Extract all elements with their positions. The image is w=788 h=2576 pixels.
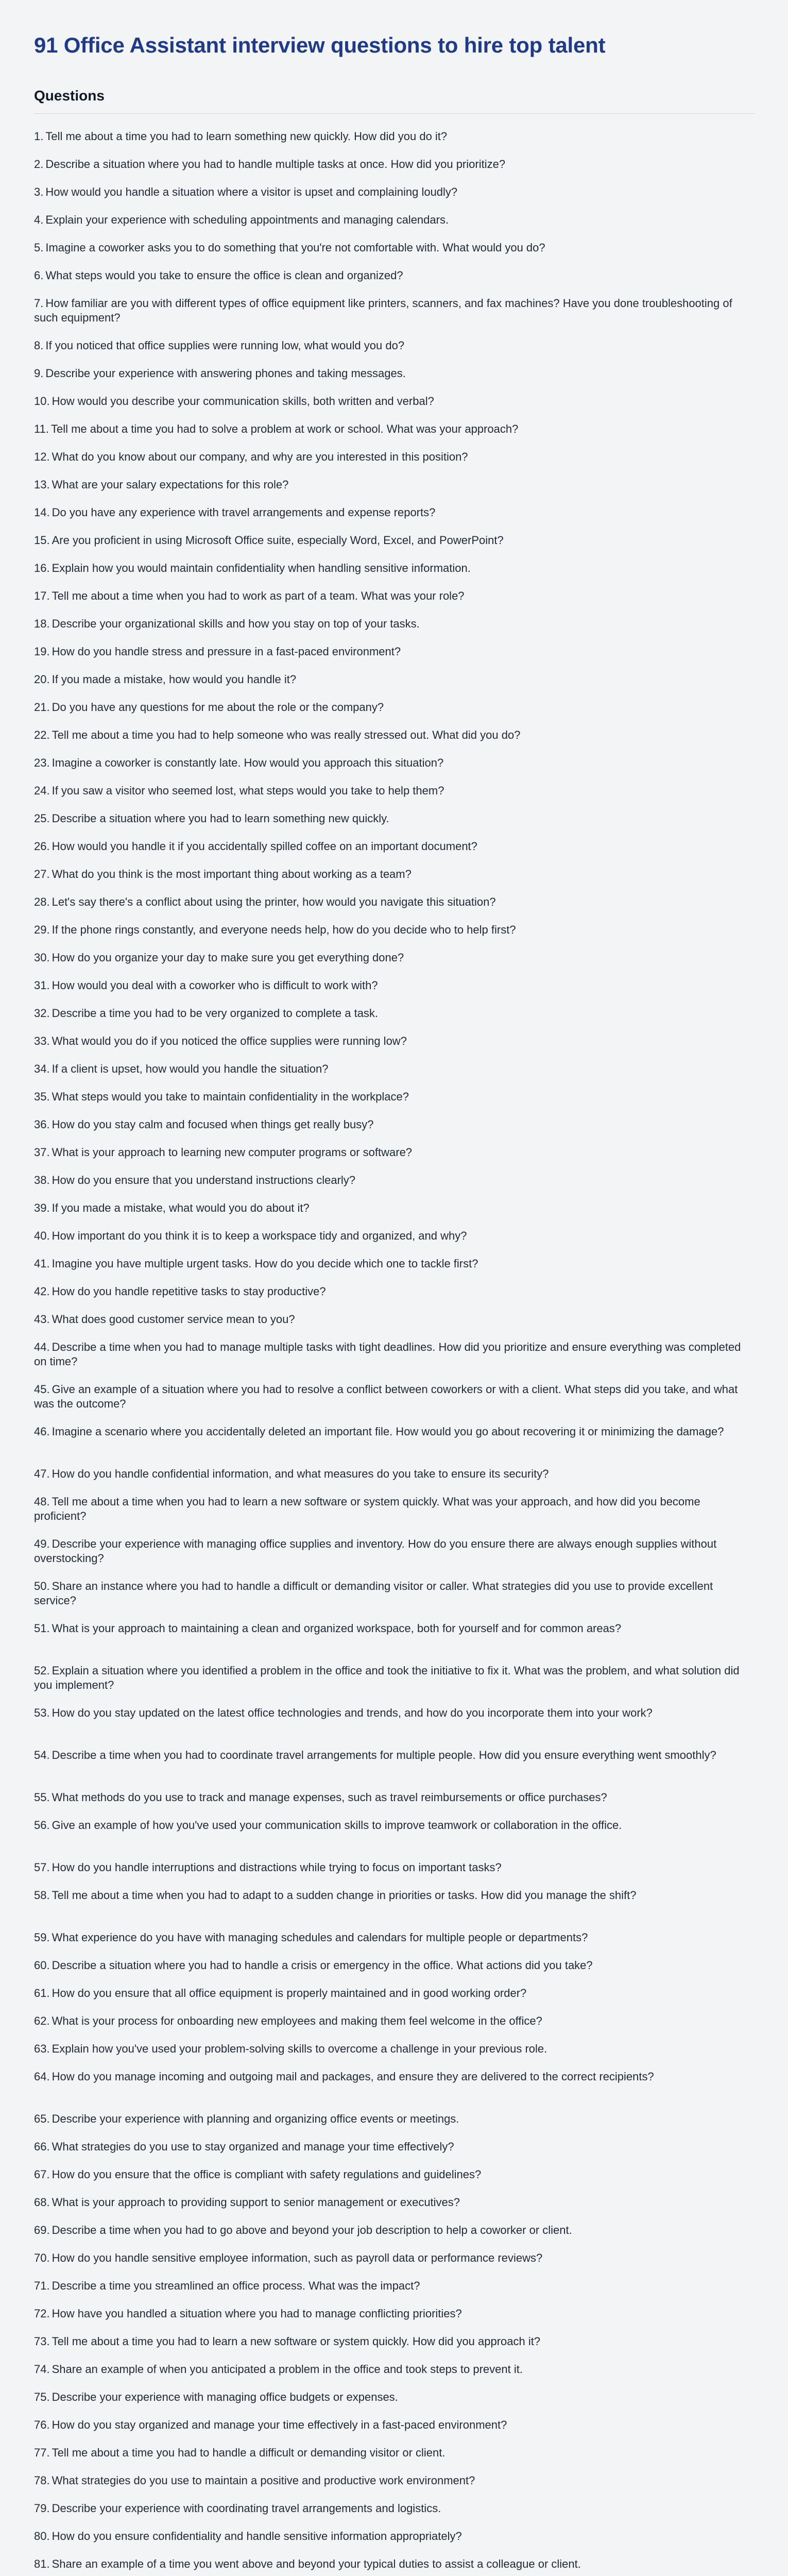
question-number: 34. [34,1062,50,1075]
question-item [34,1340,755,1382]
question-number: 72. [34,2307,50,2320]
question-text: Imagine a scenario where you accidentally deleted an important file. How would you go about recovering it or minimizing the damage? [52,1425,724,1438]
question-number: 7. [34,297,44,310]
question-text: Describe a time when you had to manage multiple tasks with tight deadlines. How did you prioritize and ensure everything was completed on time? [34,1341,741,1368]
question-number: 28. [34,895,50,908]
question-text: How do you manage incoming and outgoing mail and packages, and ensure they are delivered to the correct recipients? [52,2070,654,2083]
question-item [34,2418,755,2446]
question-number: 68. [34,2196,50,2209]
question-item [34,1229,755,1257]
question-item [34,2195,755,2223]
question-item [34,296,755,338]
question-number: 19. [34,645,50,658]
question-text: What is your approach to maintaining a clean and organized workspace, both for yourself and for common areas? [52,1622,622,1635]
question-number: 2. [34,158,44,171]
question-item [34,867,755,895]
question-item [34,1986,755,2014]
question-text: How do you stay organized and manage your time effectively in a fast-paced environment? [52,2418,507,2431]
question-item [34,700,755,728]
question-text: Explain your experience with scheduling appointments and managing calendars. [45,213,449,226]
question-number: 38. [34,1174,50,1187]
question-text: Share an example of when you anticipated a problem in the office and took steps to prevent it. [52,2363,523,2376]
question-text: Do you have any questions for me about the role or the company? [52,701,384,714]
question-item [34,1090,755,1117]
question-number: 12. [34,450,50,463]
question-number: 20. [34,673,50,686]
question-text: If you saw a visitor who seemed lost, what steps would you take to help them? [52,784,444,797]
question-item [34,1034,755,1062]
question-text: If you made a mistake, how would you handle it? [52,673,297,686]
question-item [34,617,755,645]
question-text: How do you handle sensitive employee information, such as payroll data or performance reviews? [52,2251,543,2264]
question-item [34,978,755,1006]
question-text: Explain how you've used your problem-solving skills to overcome a challenge in your previous role. [52,2042,547,2055]
question-text: Tell me about a time when you had to learn a new software or system quickly. What was your approach, and how did you become proficient? [34,1495,700,1522]
question-item [34,1748,755,1790]
question-number: 65. [34,2112,50,2125]
question-text: Describe your experience with answering phones and taking messages. [45,367,406,380]
question-text: If you made a mistake, what would you do about it? [52,1201,310,1214]
question-number: 74. [34,2363,50,2376]
question-number: 15. [34,534,50,547]
question-number: 35. [34,1090,50,1103]
question-text: Are you proficient in using Microsoft Office suite, especially Word, Excel, and PowerPoint? [52,534,504,547]
question-item [34,645,755,672]
question-item [34,268,755,296]
question-number: 61. [34,1987,50,1999]
question-number: 52. [34,1664,50,1677]
question-text: Tell me about a time when you had to adapt to a sudden change in priorities or tasks. How did you manage the shift? [52,1889,637,1902]
question-text: What would you do if you noticed the office supplies were running low? [52,1035,407,1047]
question-text: Explain how you would maintain confidentiality when handling sensitive information. [52,562,471,574]
question-number: 1. [34,130,44,143]
question-item [34,2362,755,2390]
article [34,30,755,2576]
question-text: Describe a time you had to be very organized to complete a task. [52,1007,379,1020]
question-number: 21. [34,701,50,714]
question-item [34,450,755,478]
question-item [34,1006,755,1034]
question-item [34,1958,755,1986]
question-number: 63. [34,2042,50,2055]
question-text: Imagine you have multiple urgent tasks. How do you decide which one to tackle first? [52,1257,478,1270]
question-text: What methods do you use to track and manage expenses, such as travel reimbursements or office purchases? [52,1791,607,1804]
question-text: How important do you think it is to keep a workspace tidy and organized, and why? [52,1229,467,1242]
question-item [34,1312,755,1340]
question-item [34,672,755,700]
question-item [34,1284,755,1312]
question-number: 43. [34,1313,50,1326]
question-item [34,2070,755,2112]
question-text: Tell me about a time you had to help someone who was really stressed out. What did you do? [52,728,521,741]
question-text: What strategies do you use to maintain a positive and productive work environment? [52,2474,475,2487]
question-number: 29. [34,923,50,936]
question-number: 14. [34,506,50,519]
question-number: 39. [34,1201,50,1214]
question-item [34,1257,755,1284]
question-text: Describe your experience with planning and organizing office events or meetings. [52,2112,459,2125]
question-text: Give an example of a situation where you had to resolve a conflict between coworkers or with a client. What steps did you take, and what was the outcome? [34,1383,738,1410]
question-item [34,1930,755,1958]
question-text: Tell me about a time you had to learn a new software or system quickly. How did you approach it? [52,2335,541,2348]
question-text: Describe a situation where you had to learn something new quickly. [52,812,389,825]
question-item [34,2223,755,2251]
question-number: 56. [34,1819,50,1832]
question-item [34,2014,755,2042]
question-number: 36. [34,1118,50,1131]
question-number: 10. [34,395,50,408]
question-item [34,1818,755,1860]
question-number: 5. [34,241,44,254]
question-item [34,589,755,617]
question-text: How have you handled a situation where you had to manage conflicting priorities? [52,2307,462,2320]
question-number: 3. [34,185,44,198]
question-item [34,2042,755,2070]
question-item [34,1621,755,1664]
question-number: 81. [34,2557,50,2570]
question-number: 25. [34,812,50,825]
question-item [34,1790,755,1818]
question-item [34,2112,755,2140]
question-text: How do you organize your day to make sure you get everything done? [52,951,404,964]
question-number: 54. [34,1749,50,1761]
question-number: 62. [34,2014,50,2027]
question-text: Describe a time when you had to coordinate travel arrangements for multiple people. How did you ensure everything went smoothly? [52,1749,716,1761]
question-text: How do you stay updated on the latest office technologies and trends, and how do you incorporate them into your work? [52,1706,653,1719]
question-text: What experience do you have with managing schedules and calendars for multiple people or departments? [52,1931,588,1944]
question-number: 42. [34,1285,50,1298]
question-text: What steps would you take to ensure the office is clean and organized? [45,269,403,282]
question-text: What is your approach to learning new computer programs or software? [52,1146,413,1159]
question-item [34,561,755,589]
question-item [34,1173,755,1201]
question-text: Do you have any experience with travel arrangements and expense reports? [52,506,436,519]
question-item [34,1201,755,1229]
question-number: 70. [34,2251,50,2264]
question-number: 53. [34,1706,50,1719]
question-number: 57. [34,1861,50,1874]
question-text: How do you handle repetitive tasks to stay productive? [52,1285,326,1298]
question-item [34,394,755,422]
question-text: How would you describe your communication skills, both written and verbal? [52,395,434,408]
question-text: How do you handle confidential information, and what measures do you take to ensure its security? [52,1467,549,1480]
question-item [34,2557,755,2576]
question-number: 58. [34,1889,50,1902]
question-number: 32. [34,1007,50,1020]
question-item [34,422,755,450]
page-title: 91 Office Assistant interview questions to hire top talent [34,33,606,57]
question-item [34,157,755,185]
question-number: 4. [34,213,44,226]
question-item [34,839,755,867]
question-item [34,923,755,951]
question-text: Describe a situation where you had to handle a crisis or emergency in the office. What actions did you take? [52,1959,593,1972]
question-item [34,533,755,561]
question-item [34,895,755,923]
question-item [34,1495,755,1537]
question-text: If the phone rings constantly, and everyone needs help, how do you decide who to help first? [52,923,516,936]
question-text: Give an example of how you've used your communication skills to improve teamwork or collaboration in the office. [52,1819,622,1832]
question-number: 60. [34,1959,50,1972]
question-item [34,1425,755,1467]
question-number: 49. [34,1537,50,1550]
question-text: What are your salary expectations for this role? [52,478,289,491]
question-item [34,2307,755,2334]
question-text: Explain a situation where you identified a problem in the office and took the initiative to fix it. What was the problem, and what solution did you implement? [34,1664,740,1691]
question-text: What steps would you take to maintain confidentiality in the workplace? [52,1090,409,1103]
question-number: 33. [34,1035,50,1047]
question-number: 50. [34,1580,50,1592]
question-number: 16. [34,562,50,574]
question-item [34,2529,755,2557]
question-text: What is your process for onboarding new employees and making them feel welcome in the office? [52,2014,542,2027]
question-item [34,478,755,505]
question-item [34,1706,755,1748]
question-text: How do you ensure that all office equipment is properly maintained and in good working order? [52,1987,527,1999]
question-text: Tell me about a time you had to handle a difficult or demanding visitor or client. [52,2446,446,2459]
question-number: 75. [34,2391,50,2403]
question-item [34,213,755,241]
question-number: 47. [34,1467,50,1480]
question-text: How do you ensure that the office is compliant with safety regulations and guidelines? [52,2168,482,2181]
question-text: How do you stay calm and focused when things get really busy? [52,1118,374,1131]
question-item [34,338,755,366]
question-item [34,1145,755,1173]
question-number: 17. [34,589,50,602]
question-item [34,1062,755,1090]
question-number: 44. [34,1341,50,1353]
question-number: 51. [34,1622,50,1635]
question-number: 9. [34,367,44,380]
question-item [34,1382,755,1425]
question-number: 13. [34,478,50,491]
question-text: Tell me about a time you had to solve a problem at work or school. What was your approach? [50,422,519,435]
question-number: 18. [34,617,50,630]
question-item [34,505,755,533]
question-item [34,2390,755,2418]
question-item [34,185,755,213]
question-text: What does good customer service mean to you? [52,1313,295,1326]
question-text: How would you handle it if you accidentally spilled coffee on an important document? [52,840,477,853]
question-number: 76. [34,2418,50,2431]
question-item [34,756,755,784]
question-text: If you noticed that office supplies were running low, what would you do? [45,339,405,352]
question-number: 77. [34,2446,50,2459]
question-number: 8. [34,339,44,352]
question-number: 6. [34,269,44,282]
question-item [34,1537,755,1579]
question-number: 11. [34,422,49,435]
question-item [34,366,755,394]
question-number: 37. [34,1146,50,1159]
question-item [34,1888,755,1930]
question-number: 26. [34,840,50,853]
question-text: How do you ensure that you understand instructions clearly? [52,1174,356,1187]
question-item [34,784,755,811]
question-text: Describe a time when you had to go above and beyond your job description to help a coworker or client. [52,2224,572,2236]
question-number: 55. [34,1791,50,1804]
question-item [34,951,755,978]
question-item [34,2251,755,2279]
question-text: How would you handle a situation where a visitor is upset and complaining loudly? [45,185,458,198]
question-item [34,2167,755,2195]
question-item [34,2140,755,2167]
question-number: 22. [34,728,50,741]
question-text: Share an example of a time you went above and beyond your typical duties to assist a colleague or client. [52,2557,581,2570]
question-text: Describe a situation where you had to handle multiple tasks at once. How did you prioritize? [45,158,506,171]
question-number: 71. [34,2279,50,2292]
question-number: 67. [34,2168,50,2181]
question-number: 45. [34,1383,50,1396]
question-item [34,1860,755,1888]
question-number: 80. [34,2530,50,2543]
question-number: 41. [34,1257,50,1270]
question-text: What strategies do you use to stay organized and manage your time effectively? [52,2140,454,2153]
question-text: Describe your experience with coordinating travel arrangements and logistics. [52,2502,441,2515]
question-number: 79. [34,2502,50,2515]
question-number: 46. [34,1425,50,1438]
question-item [34,2473,755,2501]
question-number: 31. [34,979,50,992]
question-text: What do you know about our company, and why are you interested in this position? [52,450,468,463]
question-list [34,129,755,2576]
question-number: 23. [34,756,50,769]
question-text: Tell me about a time you had to learn something new quickly. How did you do it? [45,130,448,143]
question-item [34,1664,755,1706]
question-text: Share an instance where you had to handle a difficult or demanding visitor or caller. What strategies did you use to provide excellent service? [34,1580,713,1607]
question-text: Imagine a coworker is constantly late. How would you approach this situation? [52,756,444,769]
question-item [34,811,755,839]
question-number: 27. [34,868,50,880]
question-item [34,2501,755,2529]
question-number: 30. [34,951,50,964]
question-item [34,2279,755,2307]
question-number: 78. [34,2474,50,2487]
question-number: 73. [34,2335,50,2348]
section-heading-questions: Questions [34,86,755,114]
question-number: 64. [34,2070,50,2083]
question-item [34,1117,755,1145]
question-text: How would you deal with a coworker who is difficult to work with? [52,979,378,992]
question-item [34,2446,755,2473]
question-item [34,241,755,268]
question-text: Let's say there's a conflict about using the printer, how would you navigate this situation? [52,895,496,908]
question-number: 66. [34,2140,50,2153]
question-number: 48. [34,1495,50,1508]
question-number: 24. [34,784,50,797]
question-item [34,2334,755,2362]
question-text: How do you handle stress and pressure in a fast-paced environment? [52,645,401,658]
question-item [34,1579,755,1621]
question-text: What do you think is the most important thing about working as a team? [52,868,412,880]
question-text: Describe a time you streamlined an office process. What was the impact? [52,2279,420,2292]
question-text: Tell me about a time when you had to work as part of a team. What was your role? [52,589,465,602]
question-text: Describe your experience with managing office supplies and inventory. How do you ensure there are always enough supplies without overstocking? [34,1537,717,1565]
question-text: Imagine a coworker asks you to do something that you're not comfortable with. What would you do? [45,241,545,254]
question-number: 69. [34,2224,50,2236]
question-item [34,728,755,756]
question-item [34,1467,755,1495]
question-text: How familiar are you with different types of office equipment like printers, scanners, and fax machines? Have you done troubleshooting of such equipment? [34,297,732,324]
question-text: How do you handle interruptions and distractions while trying to focus on important tasks? [52,1861,502,1874]
question-text: What is your approach to providing support to senior management or executives? [52,2196,460,2209]
question-item [34,129,755,157]
question-number: 59. [34,1931,50,1944]
question-text: Describe your organizational skills and how you stay on top of your tasks. [52,617,420,630]
question-number: 40. [34,1229,50,1242]
question-text: If a client is upset, how would you handle the situation? [52,1062,329,1075]
question-text: How do you ensure confidentiality and handle sensitive information appropriately? [52,2530,462,2543]
question-text: Describe your experience with managing office budgets or expenses. [52,2391,398,2403]
